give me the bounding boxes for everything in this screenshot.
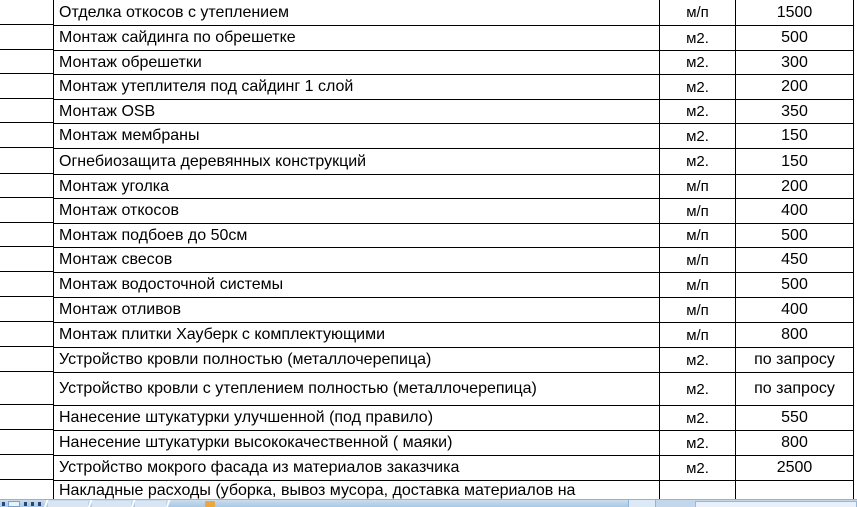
sheet-tab[interactable] [92, 501, 131, 507]
row-unit-cell[interactable]: м2. [660, 348, 736, 373]
row-unit-cell[interactable]: м/п [660, 248, 736, 273]
table-row [0, 0, 854, 26]
table-row [0, 199, 854, 224]
row-stub-cell[interactable] [0, 273, 54, 298]
row-unit-cell[interactable]: м/п [660, 273, 736, 298]
row-stub-cell[interactable] [0, 248, 54, 273]
table-row [0, 406, 854, 431]
row-unit-cell[interactable]: м2. [660, 124, 736, 149]
row-description-cell[interactable]: Устройство мокрого фасада из материалов заказчика [54, 456, 660, 481]
row-price-cell[interactable]: 200 [736, 75, 854, 100]
row-unit-cell[interactable] [660, 481, 736, 499]
row-unit-cell[interactable]: м2. [660, 51, 736, 75]
row-stub-cell[interactable] [0, 456, 54, 481]
row-price-cell[interactable]: 200 [736, 175, 854, 199]
table-row [0, 273, 854, 298]
row-unit-cell[interactable]: м/п [660, 0, 736, 26]
row-price-cell[interactable]: 150 [736, 124, 854, 149]
row-stub-cell[interactable] [0, 0, 54, 26]
row-stub-cell[interactable] [0, 348, 54, 373]
row-unit-cell[interactable]: м2. [660, 100, 736, 124]
row-unit-cell[interactable]: м2. [660, 456, 736, 481]
row-unit-cell[interactable]: м2. [660, 26, 736, 51]
row-description-cell[interactable]: Накладные расходы (уборка, вывоз мусора, доставка материалов на [54, 481, 660, 499]
sheet-tab-bar [0, 499, 857, 507]
table-row [0, 348, 854, 373]
row-stub-cell[interactable] [0, 51, 54, 75]
first-sheet-icon[interactable] [2, 502, 5, 506]
row-price-cell[interactable]: 350 [736, 100, 854, 124]
table-row [0, 26, 854, 51]
row-description-cell[interactable]: Нанесение штукатурки высококачественной ( маяки) [54, 431, 660, 456]
table-row [0, 175, 854, 199]
insert-worksheet-icon[interactable] [205, 501, 215, 507]
row-stub-cell[interactable] [0, 100, 54, 124]
row-description-cell[interactable]: Огнебиозащита деревянных конструкций [54, 149, 660, 175]
row-price-cell[interactable]: 500 [736, 26, 854, 51]
row-stub-cell[interactable] [0, 224, 54, 248]
row-unit-cell[interactable]: м/п [660, 175, 736, 199]
row-description-cell[interactable]: Устройство кровли полностью (металлочерепица) [54, 348, 660, 373]
scrollbar-thumb[interactable] [695, 501, 857, 507]
row-price-cell[interactable]: 400 [736, 199, 854, 224]
table-row [0, 124, 854, 149]
table-row [0, 224, 854, 248]
sheet-tab[interactable] [135, 501, 166, 507]
prev-sheet-icon[interactable] [24, 502, 27, 506]
row-price-cell[interactable]: по запросу [736, 348, 854, 373]
sheet-tab[interactable] [48, 501, 88, 507]
tab-split-handle[interactable] [628, 500, 656, 507]
row-stub-cell[interactable] [0, 75, 54, 100]
row-price-cell[interactable]: 400 [736, 298, 854, 323]
row-price-cell[interactable]: 300 [736, 51, 854, 75]
row-price-cell[interactable]: 1500 [736, 0, 854, 26]
table-row [0, 431, 854, 456]
row-price-cell[interactable]: 450 [736, 248, 854, 273]
table-row [0, 481, 854, 499]
last-sheet-icon[interactable] [38, 502, 41, 506]
row-description-cell[interactable]: Монтаж утеплителя под сайдинг 1 слой [54, 75, 660, 100]
table-row [0, 51, 854, 75]
row-description-cell[interactable]: Монтаж свесов [54, 248, 660, 273]
table-row [0, 298, 854, 323]
row-description-cell[interactable]: Устройство кровли с утеплением полностью (металлочерепица) [54, 373, 660, 406]
row-stub-cell[interactable] [0, 481, 54, 499]
row-stub-cell[interactable] [0, 149, 54, 175]
row-price-cell[interactable]: по запросу [736, 373, 854, 406]
row-stub-cell[interactable] [0, 406, 54, 431]
row-description-cell[interactable]: Монтаж уголка [54, 175, 660, 199]
tab-divider [166, 500, 171, 507]
table-row [0, 149, 854, 175]
row-unit-cell[interactable]: м/п [660, 224, 736, 248]
row-stub-cell[interactable] [0, 124, 54, 149]
row-unit-cell[interactable]: м2. [660, 373, 736, 406]
row-price-cell[interactable]: 500 [736, 224, 854, 248]
row-unit-cell[interactable]: м2. [660, 431, 736, 456]
table-row [0, 456, 854, 481]
row-stub-cell[interactable] [0, 175, 54, 199]
row-unit-cell[interactable]: м/п [660, 199, 736, 224]
row-price-cell[interactable]: 800 [736, 323, 854, 348]
row-price-cell[interactable]: 500 [736, 273, 854, 298]
row-unit-cell[interactable]: м/п [660, 323, 736, 348]
row-price-cell[interactable] [736, 481, 854, 499]
row-description-cell[interactable]: Монтаж подбоев до 50см [54, 224, 660, 248]
row-price-cell[interactable]: 550 [736, 406, 854, 431]
horizontal-scrollbar[interactable] [656, 500, 857, 507]
row-unit-cell[interactable]: м2. [660, 406, 736, 431]
row-description-cell[interactable]: Монтаж сайдинга по обрешетке [54, 26, 660, 51]
row-description-cell[interactable]: Монтаж плитки Хауберк с комплектующими [54, 323, 660, 348]
row-price-cell[interactable]: 150 [736, 149, 854, 175]
row-stub-cell[interactable] [0, 323, 54, 348]
table-row [0, 373, 854, 406]
row-stub-cell[interactable] [0, 26, 54, 51]
table-row [0, 75, 854, 100]
row-stub-cell[interactable] [0, 373, 54, 406]
row-description-cell[interactable]: Монтаж мембраны [54, 124, 660, 149]
row-description-cell[interactable]: Монтаж OSB [54, 100, 660, 124]
row-description-cell[interactable]: Монтаж откосов [54, 199, 660, 224]
row-description-cell[interactable]: Нанесение штукатурки улучшенной (под правило) [54, 406, 660, 431]
table-row [0, 100, 854, 124]
next-sheet-icon[interactable] [31, 502, 34, 506]
row-price-cell[interactable]: 2500 [736, 456, 854, 481]
table-row [0, 323, 854, 348]
row-description-cell[interactable]: Монтаж обрешетки [54, 51, 660, 75]
row-description-cell[interactable]: Монтаж отливов [54, 298, 660, 323]
row-stub-cell[interactable] [0, 199, 54, 224]
row-stub-cell[interactable] [0, 431, 54, 456]
row-price-cell[interactable]: 800 [736, 431, 854, 456]
row-description-cell[interactable]: Отделка откосов с утеплением [54, 0, 660, 26]
row-stub-cell[interactable] [0, 298, 54, 323]
row-unit-cell[interactable]: м2. [660, 75, 736, 100]
row-description-cell[interactable]: Монтаж водосточной системы [54, 273, 660, 298]
table-row [0, 248, 854, 273]
sheet-nav-button[interactable] [8, 501, 20, 507]
row-unit-cell[interactable]: м/п [660, 298, 736, 323]
row-unit-cell[interactable]: м2. [660, 149, 736, 175]
